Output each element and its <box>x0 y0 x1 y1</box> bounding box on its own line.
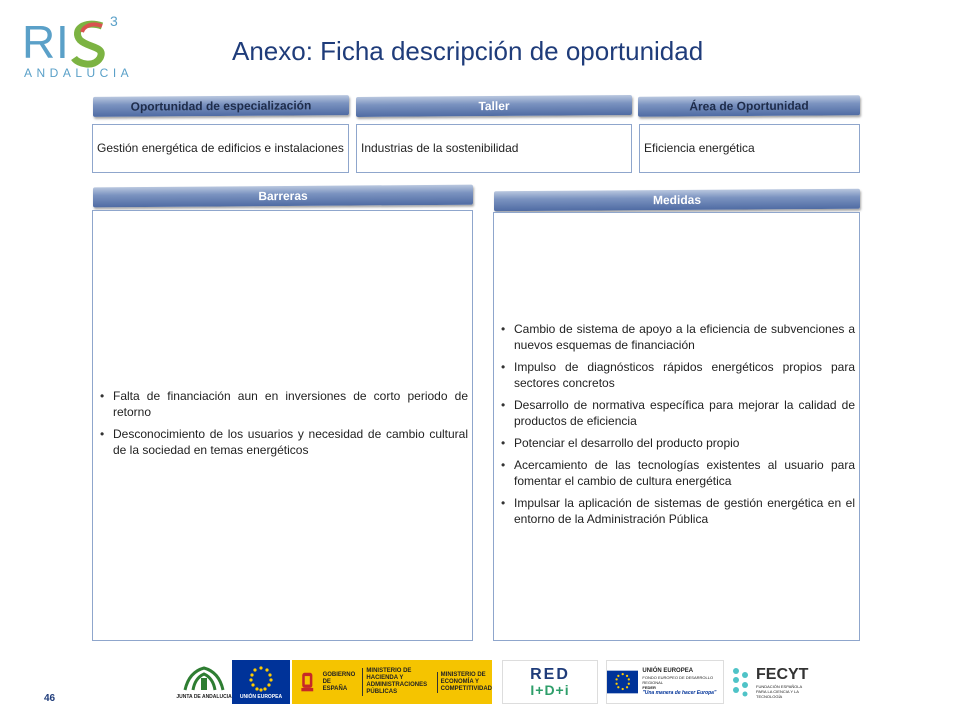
junta-emblem-icon <box>181 664 227 694</box>
fecyt-logo <box>730 660 816 704</box>
fecyt-text-block <box>756 666 808 699</box>
barrera-item: • Falta de financiación aun en inversiones de corto periodo de retorno <box>97 388 468 420</box>
eu-flag-icon <box>607 669 638 695</box>
economia-text: MINISTERIO DE ECONOMÍA Y COMPETITIVIDAD <box>437 672 492 693</box>
svg-text:I: I <box>56 16 69 68</box>
header-especializacion: Oportunidad de especialización <box>93 95 349 117</box>
page-number: 46 <box>44 693 56 704</box>
fecyt-dots-icon <box>730 665 752 699</box>
ue2-fondo: FONDO EUROPEO DE DESARROLLO REGIONAL <box>642 674 714 685</box>
fecyt-text: FECYT <box>756 665 809 683</box>
box-area: Eficiencia energética <box>639 124 860 173</box>
feder-text-block <box>642 668 723 697</box>
hacienda-text: MINISTERIO DE HACIENDA Y ADMINISTRACIONES PÚBLICAS <box>362 668 430 696</box>
ue-text: UNIÓN EUROPEA <box>239 693 283 700</box>
ue2-feder: FEDER <box>642 684 656 690</box>
page-title: Anexo: Ficha descripción de oportunidad <box>232 36 704 66</box>
ue2-title: UNIÓN EUROPEA <box>642 667 694 674</box>
medidas-list <box>498 321 855 533</box>
logo-superscript: 3 <box>110 14 118 29</box>
junta-text: JUNTA DE ANDALUCIA <box>176 693 232 700</box>
box-taller: Industrias de la sostenibilidad <box>356 124 632 173</box>
header-medidas: Medidas <box>494 189 860 212</box>
barreras-list <box>97 388 468 464</box>
box-especializacion: Gestión energética de edificios e instalaciones <box>92 124 349 173</box>
medida-item: • Impulsar la aplicación de sistemas de gestión energética en el entorno de la Administración Pública <box>498 495 855 527</box>
header-barreras: Barreras <box>93 185 473 208</box>
medida-item: • Acercamiento de las tecnologías existentes al usuario para fomentar el cambio de cultura energética <box>498 457 855 489</box>
ue2-slogan: "Una manera de hacer Europa" <box>642 689 717 696</box>
medida-item: • Desarrollo de normativa específica para mejorar la calidad de productos de eficiencia <box>498 397 855 429</box>
red-idi-logo <box>502 660 598 704</box>
ris3-andalucia-logo <box>22 14 134 84</box>
eu-stars-icon <box>241 664 281 694</box>
ris3-logo-graphic <box>22 14 122 70</box>
ue-feder-logo <box>606 660 724 704</box>
coat-of-arms-icon <box>298 667 317 697</box>
barreras-panel <box>92 210 473 641</box>
header-area: Área de Oportunidad <box>638 95 860 117</box>
gobierno-espana-logo <box>292 660 492 704</box>
barrera-item: • Desconocimiento de los usuarios y necesidad de cambio cultural de la sociedad en temas energéticos <box>97 426 468 458</box>
gobierno-text: GOBIERNO DE ESPAÑA <box>322 671 356 692</box>
svg-text:R: R <box>22 16 56 68</box>
medida-item: • Cambio de sistema de apoyo a la eficiencia de subvenciones a nuevos esquemas de financiación <box>498 321 855 353</box>
footer-logos <box>176 660 960 704</box>
medidas-panel <box>493 212 860 641</box>
fecyt-sub: FUNDACIÓN ESPAÑOLA PARA LA CIENCIA Y LA TECNOLOGÍA <box>756 683 802 699</box>
red-text: RED <box>530 666 570 683</box>
ue-logo <box>232 660 290 704</box>
logo-subtitle: ANDALUCIA <box>24 66 134 80</box>
medida-item: • Potenciar el desarrollo del producto propio <box>498 435 855 451</box>
junta-andalucia-logo <box>176 660 232 704</box>
idi-text: I+D+i <box>530 682 570 698</box>
header-taller: Taller <box>356 95 632 117</box>
medida-item: • Impulso de diagnósticos rápidos energéticos propios para sectores concretos <box>498 359 855 391</box>
